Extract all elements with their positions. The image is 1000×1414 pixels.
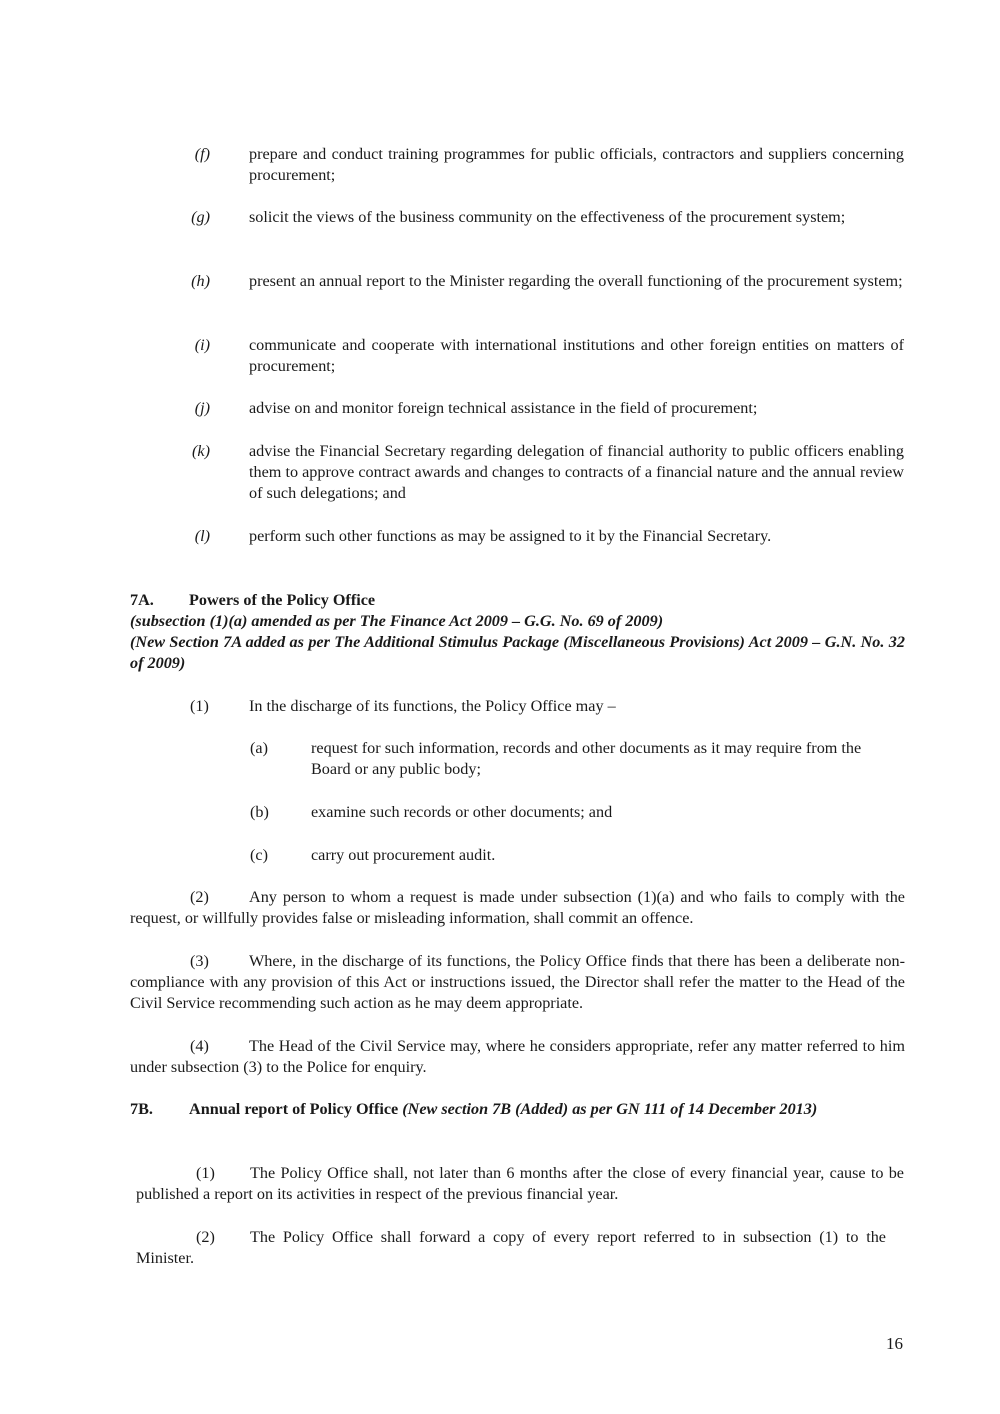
paragraph-text: carry out procurement audit. [311, 846, 496, 864]
page-number: 16 [886, 1334, 903, 1353]
amendment-note: (subsection (1)(a) amended as per The Finance Act 2009 – G.G. No. 69 of 2009) [130, 612, 664, 630]
paragraph-text: request for such information, records and other documents as it may require from the Board or any public body; [311, 739, 862, 778]
item-text: advise the Financial Secretary regarding delegation of financial authority to public officers enabling them to approve contract awards and changes to contracts of a financial nature and the annual review of such delegations; and [249, 442, 904, 502]
amendment-note: (New Section 7A added as per The Additional Stimulus Package (Miscellaneous Provisions) Act 2009 – G.N. No. 32 of 2009) [130, 633, 905, 672]
section-number: 7B. [130, 1100, 153, 1118]
item-label: (j) [194, 399, 210, 417]
item-text: prepare and conduct training programmes for public officials, contractors and suppliers concerning procurement; [249, 145, 904, 184]
paragraph-label: (c) [250, 846, 268, 864]
section-7b-heading [130, 1099, 870, 1120]
subsection-number: (2) [196, 1228, 215, 1246]
subsection-number: (2) [190, 888, 209, 906]
subsection-2 [136, 1227, 886, 1269]
paragraph-text: examine such records or other documents; and [311, 803, 613, 821]
item-text: perform such other functions as may be assigned to it by the Financial Secretary. [249, 527, 772, 545]
section-number: 7A. [130, 591, 154, 609]
item-text: present an annual report to the Minister regarding the overall functioning of the procurement system; [249, 272, 903, 290]
item-label: (f) [194, 145, 210, 163]
section-title: Annual report of Policy Office [189, 1100, 399, 1118]
subsection-number: (4) [190, 1037, 209, 1055]
subsection-text: Any person to whom a request is made under subsection (1)(a) and who fails to comply with the request, or willfully provides false or misleading information, shall commit an offence. [130, 888, 905, 927]
subsection-text: The Policy Office shall, not later than 6 months after the close of every financial year, cause to be published a report on its activities in respect of the previous financial year. [136, 1164, 904, 1203]
item-label: (g) [191, 208, 210, 226]
subsection-number: (1) [190, 697, 209, 715]
item-text: solicit the views of the business community on the effectiveness of the procurement system; [249, 208, 846, 226]
section-7a-heading [130, 590, 905, 674]
item-text: advise on and monitor foreign technical assistance in the field of procurement; [249, 399, 758, 417]
item-label: (h) [191, 272, 210, 290]
item-text: communicate and cooperate with international institutions and other foreign entities on matters of procurement; [249, 336, 904, 375]
item-label: (k) [192, 442, 210, 460]
subsection-2 [130, 887, 905, 929]
paragraph-label: (a) [250, 739, 268, 757]
paragraph-label: (b) [250, 803, 269, 821]
subsection-3 [130, 951, 905, 1014]
subsection-1 [136, 1163, 904, 1205]
subsection-number: (1) [196, 1164, 215, 1182]
amendment-note: (New section 7B (Added) as per GN 111 of 14 December 2013) [402, 1100, 818, 1118]
subsection-text: Where, in the discharge of its functions, the Policy Office finds that there has been a deliberate non-compliance with any provision of this Act or instructions issued, the Director shall refer the matter to the Head of the Civil Service recommending such action as he may deem appropriate. [130, 952, 905, 1012]
item-label: (i) [194, 336, 210, 354]
subsection-text: The Policy Office shall forward a copy of every report referred to in subsection (1) to the Minister. [136, 1228, 886, 1267]
subsection-text: In the discharge of its functions, the Policy Office may – [249, 697, 616, 715]
subsection-4 [130, 1036, 905, 1078]
subsection-text: The Head of the Civil Service may, where he considers appropriate, refer any matter referred to him under subsection (3) to the Police for enquiry. [130, 1037, 905, 1076]
section-title: Powers of the Policy Office [189, 591, 376, 609]
subsection-number: (3) [190, 952, 209, 970]
item-label: (l) [194, 527, 210, 545]
